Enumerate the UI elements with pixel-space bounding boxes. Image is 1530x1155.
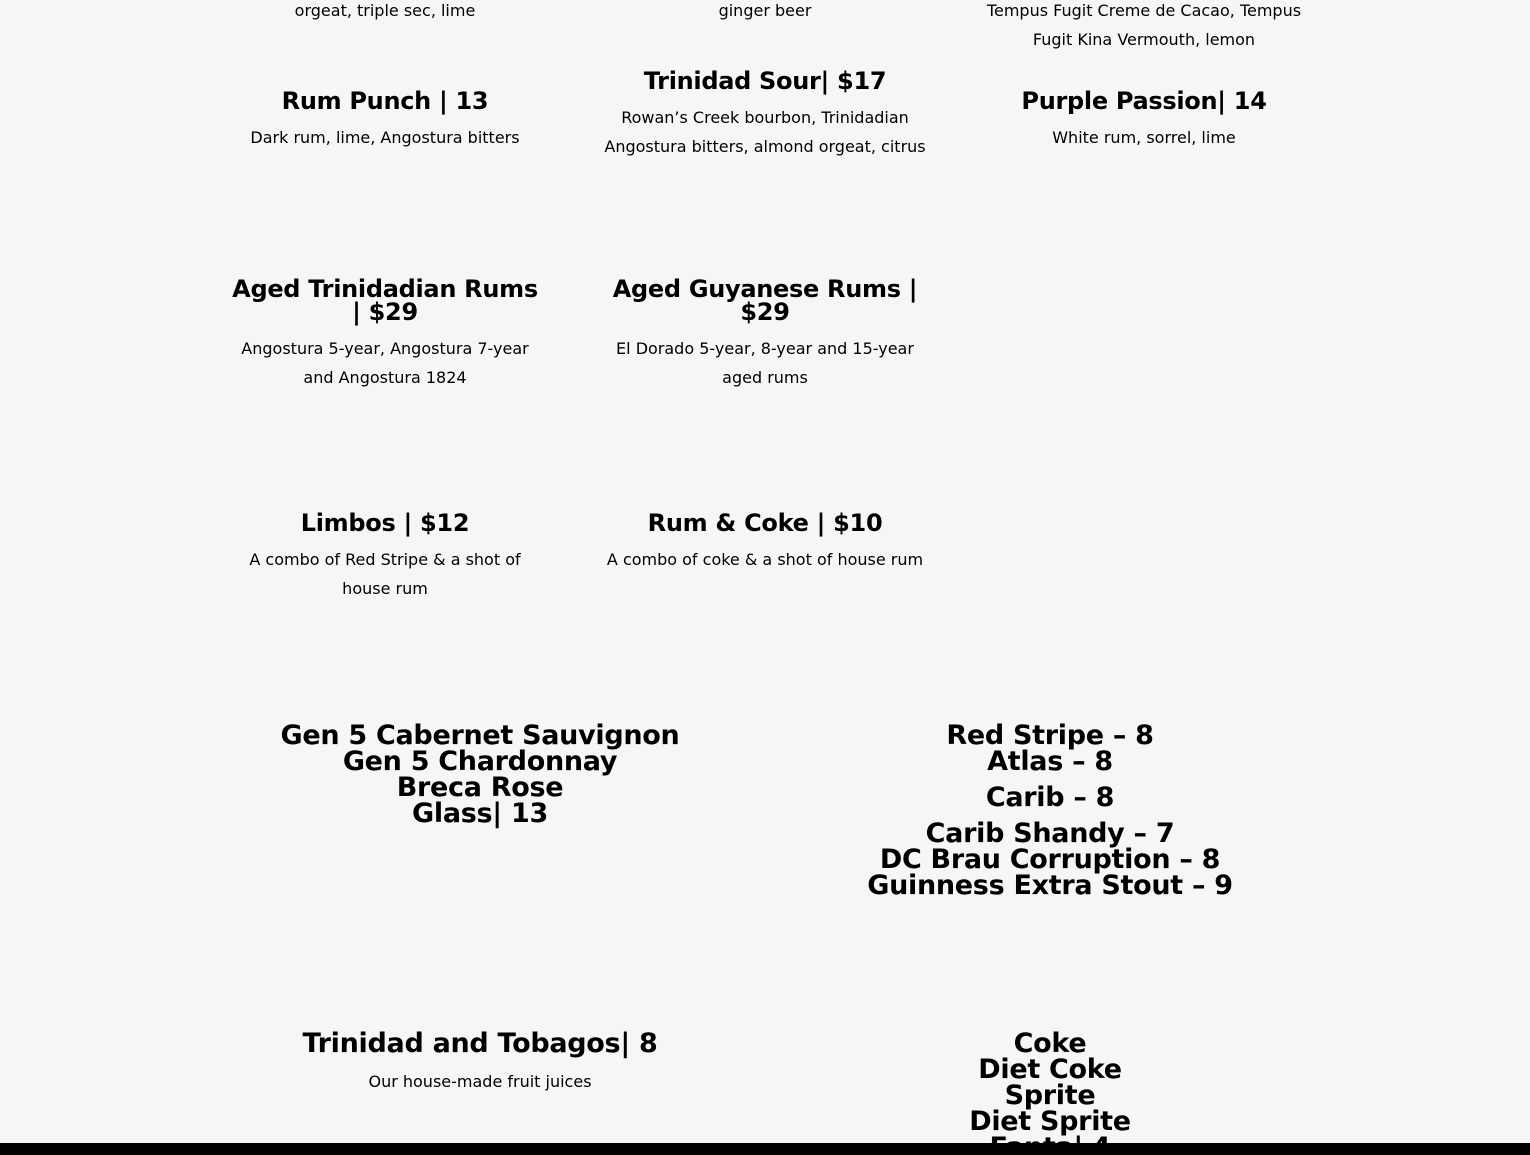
cocktail-title: Trinidad Sour| $17: [643, 67, 887, 95]
soda-item: Diet Sprite: [969, 1106, 1131, 1137]
aged-trinidadian-rums: [225, 275, 545, 392]
combo-title: Rum & Coke | $10: [647, 509, 883, 537]
cocktail-description: orgeat, triple sec, lime: [294, 1, 476, 20]
aged-rum-title: Aged Guyanese Rums | $29: [612, 275, 918, 326]
wine-list: [230, 720, 730, 829]
cocktail-description: Rowan’s Creek bourbon, Trinidadian Angostura bitters, almond orgeat, citrus: [604, 108, 926, 156]
wine-item: Gen 5 Chardonnay: [342, 746, 618, 777]
cocktail-continuation-3: [974, 0, 1314, 54]
wine-item: Gen 5 Cabernet Sauvignon: [280, 720, 680, 751]
combo-rum-and-coke: [595, 509, 935, 574]
cocktail-trinidad-sour: [595, 67, 935, 161]
beer-item: Carib – 8: [985, 782, 1115, 813]
aged-rum-description: Angostura 5-year, Angostura 7-year and Angostura 1824: [241, 339, 529, 387]
beer-item: Atlas – 8: [987, 746, 1113, 777]
cocktail-purple-passion: [974, 87, 1314, 152]
beer-item: Carib Shandy – 7: [925, 818, 1175, 849]
beer-item: Guinness Extra Stout – 9: [867, 870, 1233, 901]
combo-title: Limbos | $12: [300, 509, 470, 537]
combo-limbos: [225, 509, 545, 603]
juices-section: [230, 1028, 730, 1096]
cocktail-description: Tempus Fugit Creme de Cacao, Tempus Fugit Kina Vermouth, lemon: [986, 1, 1302, 49]
juices-description: Our house-made fruit juices: [368, 1072, 592, 1091]
beer-item: Red Stripe – 8: [946, 720, 1154, 751]
soda-item: Diet Coke: [978, 1054, 1122, 1085]
wine-price: Glass| 13: [412, 798, 548, 829]
cocktail-title: Purple Passion| 14: [1021, 87, 1267, 115]
combo-description: A combo of Red Stripe & a shot of house rum: [249, 550, 521, 598]
cocktail-continuation-1: [215, 0, 555, 25]
cocktail-title: Rum Punch | 13: [281, 87, 489, 115]
soda-list: [800, 1028, 1300, 1155]
beer-item: DC Brau Corruption – 8: [879, 844, 1221, 875]
cocktail-description: White rum, sorrel, lime: [1052, 128, 1236, 147]
soda-item: Coke: [1013, 1028, 1087, 1059]
cocktail-description: ginger beer: [718, 1, 812, 20]
soda-item: Sprite: [1004, 1080, 1096, 1111]
aged-guyanese-rums: [595, 275, 935, 392]
cocktail-description: Dark rum, lime, Angostura bitters: [250, 128, 520, 147]
aged-rum-title: Aged Trinidadian Rums | $29: [232, 275, 538, 326]
wine-item: Breca Rose: [396, 772, 564, 803]
aged-rum-description: El Dorado 5-year, 8-year and 15-year aged rums: [616, 339, 914, 387]
beer-list: [800, 720, 1300, 901]
combo-description: A combo of coke & a shot of house rum: [606, 550, 924, 569]
cocktail-rum-punch: [215, 87, 555, 152]
bottom-bar: [0, 1143, 1530, 1155]
cocktail-continuation-2: [595, 0, 935, 25]
juices-title: Trinidad and Tobagos| 8: [302, 1028, 658, 1059]
